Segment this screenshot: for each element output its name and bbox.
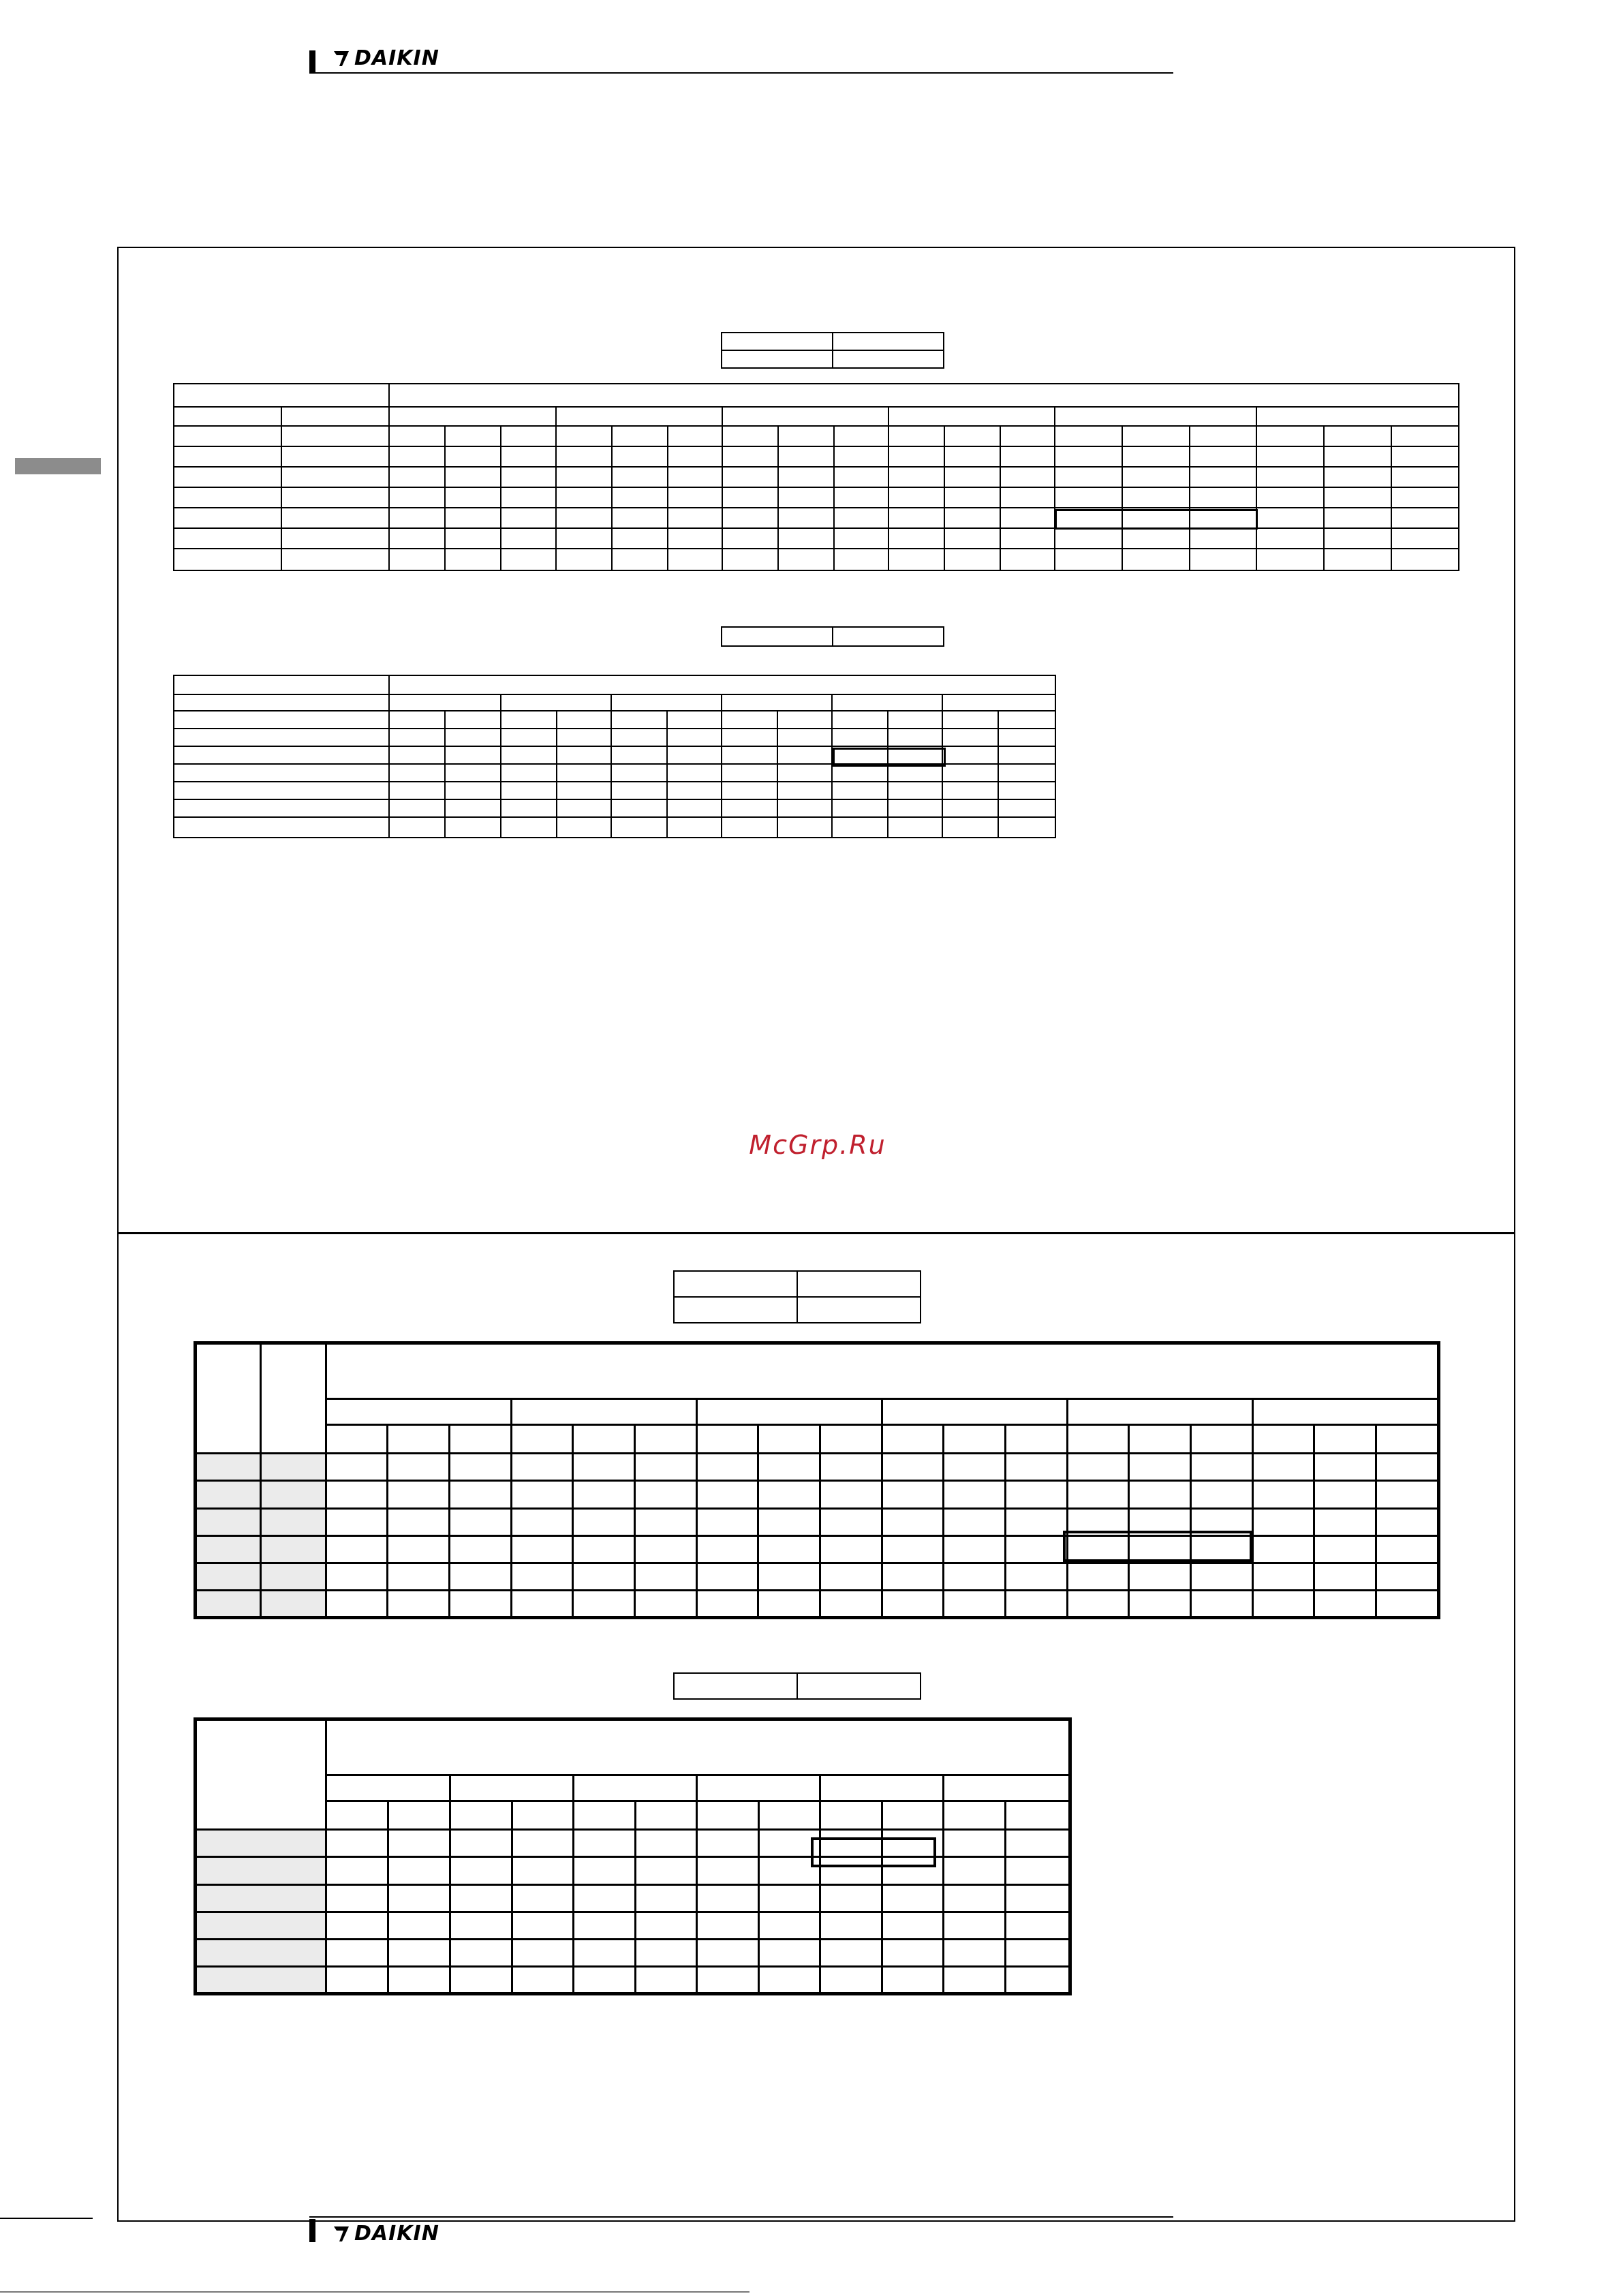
table-a1-header	[721, 332, 944, 369]
table-b1	[194, 1341, 1440, 1619]
table-a1	[173, 383, 1459, 571]
table-a2	[173, 675, 1056, 838]
panel-divider	[117, 1232, 1515, 1234]
side-tab	[15, 458, 101, 474]
header-brand-text: DAIKIN	[354, 46, 439, 70]
header-logo-bar	[309, 50, 315, 74]
header-logo	[333, 46, 439, 70]
daikin-logo-icon	[333, 50, 350, 67]
footer-logo	[333, 2222, 439, 2246]
footer-logo-bar	[309, 2219, 315, 2242]
bottom-edge-line	[0, 2291, 749, 2293]
daikin-logo-icon	[333, 2225, 350, 2243]
table-b2-header	[673, 1672, 921, 1700]
footer-brand-text: DAIKIN	[354, 2222, 439, 2246]
watermark-text: McGrp.Ru	[749, 1130, 886, 1160]
table-b1-header	[673, 1270, 921, 1323]
header-rule	[309, 72, 1173, 74]
footer-rule	[309, 2216, 1173, 2218]
table-b2	[194, 1717, 1072, 1995]
footer-left-rule	[0, 2218, 93, 2219]
table-a2-header	[721, 626, 944, 647]
